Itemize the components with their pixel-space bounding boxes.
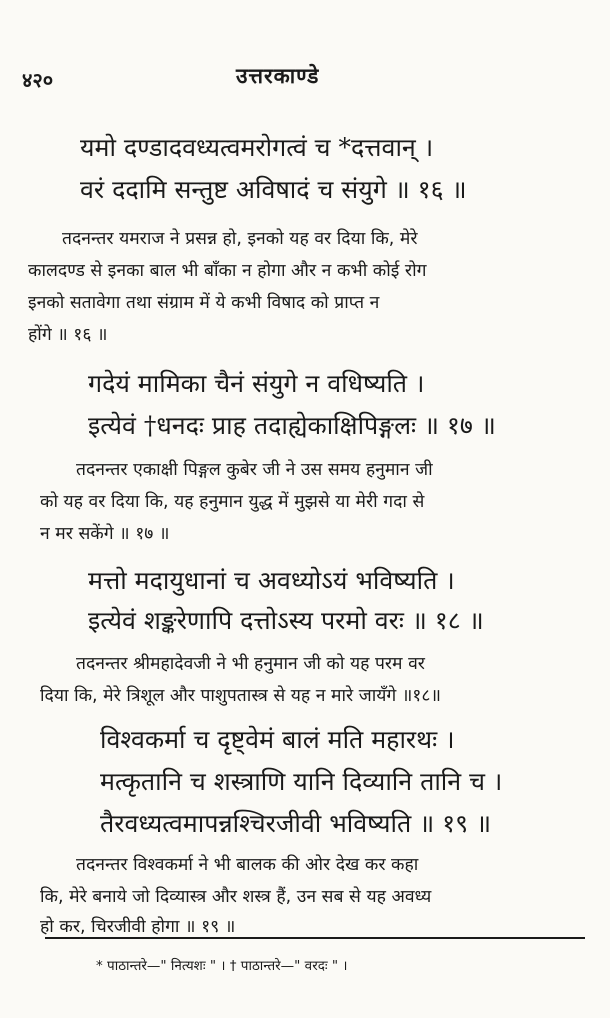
footnote: * पाठान्तरे—" नित्यशः " । † पाठान्तरे—" वरदः " । — [96, 958, 348, 974]
translation-17-line-3: न मर सकेंगे ॥ १७ ॥ — [40, 524, 170, 544]
verse-17-line-1: गदेयं मामिका चैनं संयुगे न वधिष्यति । — [88, 369, 425, 398]
verse-16-line-1: यमो दण्डादवध्यत्वमरोगत्वं च *दत्तवान् । — [80, 133, 434, 162]
verse-18-line-1: मत्तो मदायुधानां च अवध्योऽयं भविष्यति । — [88, 566, 455, 595]
translation-17-line-2: को यह वर दिया कि, यह हनुमान युद्ध में मुझसे या मेरी गदा से — [40, 492, 425, 512]
translation-19-line-3: हो कर, चिरजीवी होगा ॥ १९ ॥ — [40, 917, 236, 937]
verse-18-line-2: इत्येवं शङ्करेणापि दत्तोऽस्य परमो वरः ॥ १८ ॥ — [88, 606, 484, 635]
page-number: ४२० — [22, 68, 54, 92]
translation-19-line-1: तदनन्तर विश्वकर्मा ने भी बालक की ओर देख कर कहा — [76, 855, 419, 875]
verse-19-line-1: विश्वकर्मा च दृष्ट्वेमं बालं मति महारथः । — [100, 725, 455, 754]
translation-18-line-2: दिया कि, मेरे त्रिशूल और पाशुपतास्त्र से यह न मारे जायँगे ॥१८॥ — [40, 686, 441, 706]
translation-16-line-2: कालदण्ड से इनका बाल भी बाँका न होगा और न कभी कोई रोग — [28, 261, 427, 281]
verse-19-line-3: तैरवध्यत्वमापन्नश्चिरजीवी भविष्यति ॥ १९ ॥ — [100, 809, 492, 838]
verse-16-line-2: वरं ददामि सन्तुष्ट अविषादं च संयुगे ॥ १६ ॥ — [80, 175, 467, 204]
translation-17-line-1: तदनन्तर एकाक्षी पिङ्गल कुबेर जी ने उस समय हनुमान जी — [76, 460, 433, 480]
translation-16-line-4: होंगे ॥ १६ ॥ — [28, 325, 108, 345]
verse-19-line-2: मत्कृतानि च शस्त्राणि यानि दिव्यानि तानि च । — [100, 767, 503, 796]
translation-18-line-1: तदनन्तर श्रीमहादेवजी ने भी हनुमान जी को यह परम वर — [76, 654, 425, 674]
footnote-divider — [45, 937, 585, 939]
running-header: उत्तरकाण्डे — [236, 64, 320, 88]
translation-16-line-1: तदनन्तर यमराज ने प्रसन्न हो, इनको यह वर दिया कि, मेरे — [62, 229, 418, 249]
translation-19-line-2: कि, मेरे बनाये जो दिव्यास्त्र और शस्त्र हैं, उन सब से यह अवध्य — [40, 887, 432, 907]
verse-17-line-2: इत्येवं †धनदः प्राह तदाह्येकाक्षिपिङ्गलः ॥ १७ ॥ — [88, 411, 496, 440]
translation-16-line-3: इनको सतावेगा तथा संग्राम में ये कभी विषाद को प्राप्त न — [28, 293, 380, 313]
